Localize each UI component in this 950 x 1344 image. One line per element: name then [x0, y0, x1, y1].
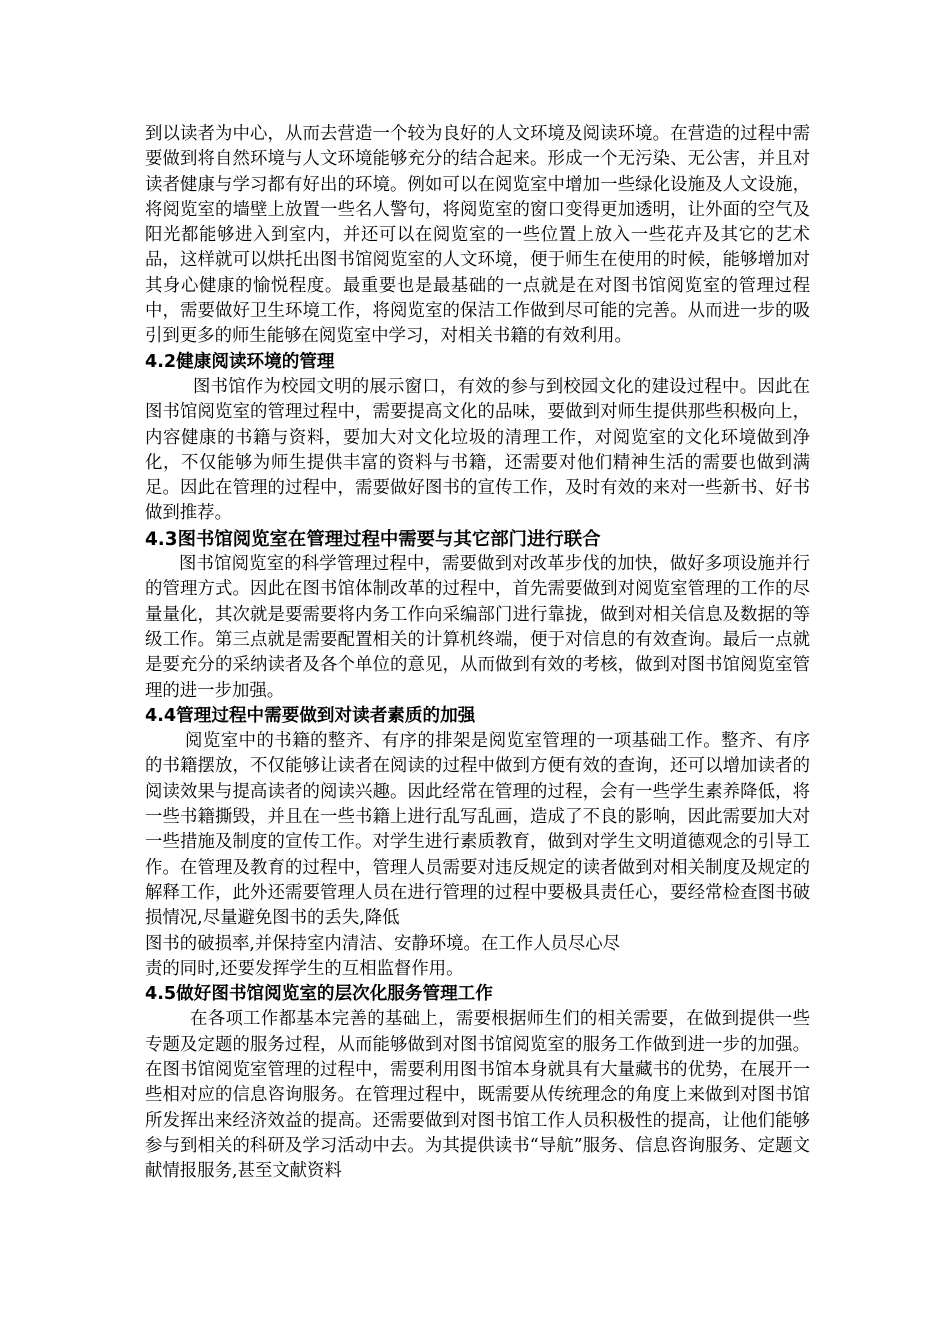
- section-heading-4-5: 4.5做好图书馆阅览室的层次化服务管理工作: [145, 984, 493, 1005]
- section-heading-4-3: 4.3图书馆阅览室在管理过程中需要与其它部门进行联合: [145, 528, 601, 550]
- document-body: [145, 122, 810, 1184]
- section-line-4-4-a: 图书的破损率,并保持室内清洁、安静环境。在工作人员尽心尽: [145, 933, 621, 954]
- section-line-4-4-b: 责的同时,还要发挥学生的互相监督作用。: [145, 958, 464, 979]
- section-paragraph-4-2: 图书馆作为校园文明的展示窗口，有效的参与到校园文化的建设过程中。因此在图书馆阅览室的管理过程中，需要提高文化的品味，要做到对师生提供那些积极向上，内容健康的书籍与资料，要加大对文化垃圾的清理工作，对阅览室的文化环境做到净化，不仅能够为师生提供丰富的资料与书籍，还需要对他们精神生活的需要也做到满足。因此在管理的过程中，需要做好图书的宣传工作，及时有效的来对一些新书、好书做到推荐。: [145, 376, 810, 524]
- section-paragraph-4-3: 图书馆阅览室的科学管理过程中，需要做到对改革步伐的加快，做好多项设施并行的管理方式。因此在图书馆体制改革的过程中，首先需要做到对阅览室管理的工作的尽量量化，其次就是要需要将内务工作向采编部门进行靠拢，做到对相关信息及数据的等级工作。第三点就是需要配置相关的计算机终端，便于对信息的有效查询。最后一点就是要充分的采纳读者及各个单位的意见，从而做到有效的考核，做到对图书馆阅览室管理的进一步加强。: [145, 554, 810, 701]
- section-paragraph-4-5: 在各项工作都基本完善的基础上，需要根据师生们的相关需要，在做到提供一些专题及定题的服务过程，从而能够做到对图书馆阅览室的服务工作做到进一步的加强。在图书馆阅览室管理的过程中，需要利用图书馆本身就具有大量藏书的优势，在展开一些相对应的信息咨询服务。在管理过程中，既需要从传统理念的角度上来做到对图书馆所发挥出来经济效益的提高。还需要做到对图书馆工作人员积极性的提高，让他们能够参与到相关的科研及学习活动中去。为其提供读书“导航”服务、信息咨询服务、定题文献情报服务,甚至文献资料: [145, 1009, 810, 1182]
- section-paragraph-4-4: 阅览室中的书籍的整齐、有序的排架是阅览室管理的一项基础工作。整齐、有序的书籍摆放，不仅能够让读者在阅读的过程中做到方便有效的查询，还可以增加读者的阅读效果与提高读者的阅读兴趣。因此经常在管理的过程，会有一些学生素养降低，将一些书籍撕毁，并且在一些书籍上进行乱写乱画，造成了不良的影响，因此需要加大对一些措施及制度的宣传工作。对学生进行素质教育，做到对学生文明道德观念的引导工作。在管理及教育的过程中，管理人员需要对违反规定的读者做到对相关制度及规定的解释工作，此外还需要管理人员在进行管理的过程中要极具责任心，要经常检查图书破损情况,尽量避免图书的丢失,降低: [145, 731, 810, 929]
- section-heading-4-4: 4.4管理过程中需要做到对读者素质的加强: [145, 705, 476, 726]
- section-heading-4-2: 4.2健康阅读环境的管理: [145, 351, 335, 372]
- intro-paragraph: 到以读者为中心，从而去营造一个较为良好的人文环境及阅读环境。在营造的过程中需要做到将自然环境与人文环境能够充分的结合起来。形成一个无污染、无公害，并且对读者健康与学习都有好出的环境。例如可以在阅览室中增加一些绿化设施及人文设施，将阅览室的墙壁上放置一些名人警句，将阅览室的窗口变得更加透明，让外面的空气及阳光都能够进入到室内，并还可以在阅览室的一些位置上放入一些花卉及其它的艺术品，这样就可以烘托出图书馆阅览室的人文环境，便于师生在使用的时候，能够增加对其身心健康的愉悦程度。最重要也是最基础的一点就是在对图书馆阅览室的管理过程中，需要做好卫生环境工作，将阅览室的保洁工作做到尽可能的完善。从而进一步的吸引到更多的师生能够在阅览室中学习，对相关书籍的有效利用。: [145, 124, 810, 347]
